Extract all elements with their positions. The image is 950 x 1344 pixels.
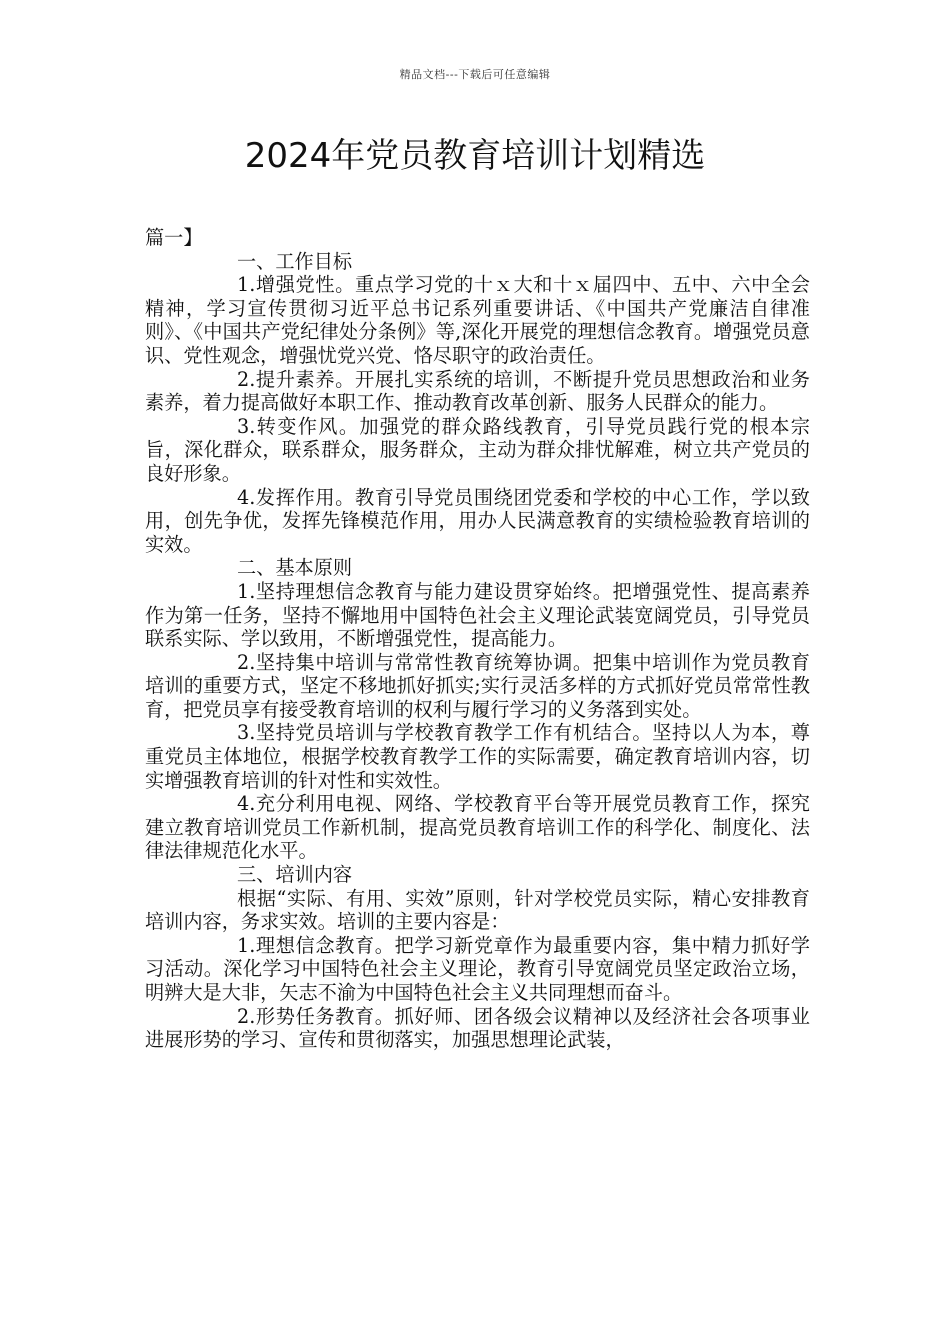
paragraph-item: 1.坚持理想信念教育与能力建设贯穿始终。把增强党性、提高素养作为第一任务，坚持不懈地用中国特色社会主义理论武装宽阔党员，引导党员联系实际、学以致用，不断增强党性，提高能力。	[145, 579, 810, 651]
paragraph-item: 4.充分利用电视、网络、学校教育平台等开展党员教育工作，探究建立教育培训党员工作新机制，提高党员教育培训工作的科学化、制度化、法律法律规范化水平。	[145, 792, 810, 863]
page-title: 2024年党员教育培训计划精选	[244, 136, 706, 176]
paragraph-item: 2.形势任务教育。抓好师、团各级会议精神以及经济社会各项事业进展形势的学习、宣传和贯彻落实，加强思想理论武装，	[145, 1004, 810, 1052]
section-label: 篇一】	[145, 226, 203, 249]
section-heading: 一、工作目标	[237, 249, 353, 273]
header-note: 精品文档---下载后可任意编辑	[399, 68, 551, 81]
paragraph-item: 2.坚持集中培训与常常性教育统筹协调。把集中培训作为党员教育培训的重要方式，坚定不移地抓好抓实;实行灵活多样的方式抓好党员常常性教育，把党员享有接受教育培训的权利与履行学习的义务落到实处。	[145, 650, 810, 721]
section-heading: 三、培训内容	[237, 863, 353, 887]
paragraph-item: 2.提升素养。开展扎实系统的培训，不断提升党员思想政治和业务素养，着力提高做好本职工作、推动教育改革创新、服务人民群众的能力。	[145, 367, 810, 415]
lead-paragraph: 根据“实际、有用、实效”原则，针对学校党员实际，精心安排教育培训内容，务求实效。培训的主要内容是：	[145, 886, 810, 934]
document-body	[145, 226, 810, 1052]
paragraph-item: 3.转变作风。加强党的群众路线教育，引导党员践行党的根本宗旨，深化群众，联系群众，服务群众，主动为群众排忧解难，树立共产党员的良好形象。	[145, 414, 810, 485]
paragraph-item: 1.增强党性。重点学习党的十ｘ大和十ｘ届四中、五中、六中全会精神，学习宣传贯彻习近平总书记系列重要讲话、《中国共产党廉洁自律准则》、《中国共产党纪律处分条例》等,深化开展党的理想信念教育。增强党员意识、党性观念，增强忧党兴党、恪尽职守的政治责任。	[145, 273, 810, 367]
section-heading: 二、基本原则	[237, 556, 353, 580]
paragraph-item: 3.坚持党员培训与学校教育教学工作有机结合。坚持以人为本，尊重党员主体地位，根据学校教育教学工作的实际需要，确定教育培训内容，切实增强教育培训的针对性和实效性。	[145, 721, 810, 792]
paragraph-item: 1.理想信念教育。把学习新党章作为最重要内容，集中精力抓好学习活动。深化学习中国特色社会主义理论，教育引导宽阔党员坚定政治立场，明辨大是大非，矢志不渝为中国特色社会主义共同理想而奋斗。	[145, 933, 810, 1004]
paragraph-item: 4.发挥作用。教育引导党员围绕团党委和学校的中心工作，学以致用，创先争优，发挥先锋模范作用，用办人民满意教育的实绩检验教育培训的实效。	[145, 485, 810, 556]
